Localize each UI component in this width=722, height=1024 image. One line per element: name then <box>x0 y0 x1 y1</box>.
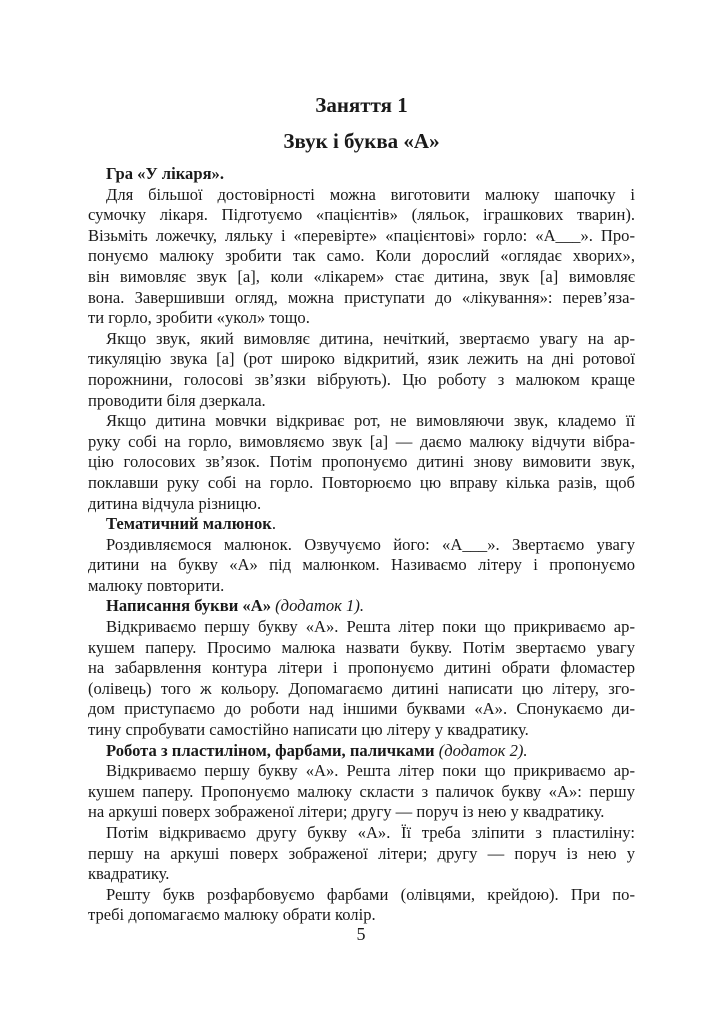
text-line: (олівець) того ж кольору. Допомагаємо дитині написати цю літеру, зго- <box>88 678 635 698</box>
text-line: дитина відчула різницю. <box>88 493 262 513</box>
text-line: Роздивляємося малюнок. Озвучуємо його: «А___». Звертаємо увагу <box>106 534 635 554</box>
text-line: руку собі на горло, вимовляємо звук [а] — даємо малюку відчути вібра- <box>88 431 635 451</box>
text-line: квадратику. <box>88 864 170 884</box>
paragraph <box>88 761 635 823</box>
section-heading <box>88 741 635 762</box>
text-line: требі допомагаємо малюку обрати колір. <box>88 905 376 925</box>
text-line: Відкриваємо першу букву «А». Решта літер поки що прикриваємо ар- <box>106 761 635 781</box>
text-line: Потім відкриваємо другу букву «А». Її треба зліпити з пластиліну: <box>106 823 635 842</box>
paragraph <box>88 535 635 597</box>
lesson-subtitle: Звук і буква «А» <box>283 129 440 153</box>
text-line: першу на аркуші поверх зображеної літери; другу — поруч із нею у <box>88 843 635 863</box>
text-line: сумочку лікаря. Підготуємо «пацієнтів» (ляльок, іграшкових тварин). <box>88 205 635 225</box>
section-heading-note: . <box>271 514 276 534</box>
paragraph <box>88 823 635 885</box>
text-line: тикуляцію звука [а] (рот широко відкритий, язик лежить на дні ротової <box>88 349 635 369</box>
section-heading <box>88 514 635 535</box>
page-content <box>88 92 635 926</box>
section-heading-note: (додаток 2). <box>434 740 528 760</box>
text-line: порожнини, голосові зв’язки вібрують). Цю роботу з малюком краще <box>88 369 635 389</box>
text-line: понуємо малюку зробити так само. Коли дорослий «оглядає хворих», <box>88 246 635 266</box>
paragraph <box>88 617 635 741</box>
paragraph <box>88 411 635 514</box>
text-line: Решту букв розфарбовуємо фарбами (олівцями, крейдою). При по- <box>106 884 635 904</box>
text-line: дом приступаємо до роботи над іншими буквами «А». Спонукаємо ди- <box>88 699 635 719</box>
text-line: поклавши руку собі на горло. Повторюємо цю вправу кілька разів, щоб <box>88 472 635 492</box>
text-line: на забарвлення контура літери і пропонуємо дитині обрати фломастер <box>88 658 635 678</box>
lesson-title: Заняття 1 <box>315 93 408 117</box>
paragraph <box>88 885 635 926</box>
paragraph <box>88 185 635 329</box>
text-line: тину спробувати самостійно написати цю літеру у квадратику. <box>88 720 529 740</box>
sections <box>88 164 635 926</box>
text-line: кушем паперу. Пропонуємо малюку скласти з паличок букву «А»: першу <box>88 781 635 801</box>
text-line: дитини на букву «А» під малюнком. Називаємо літеру і пропонуємо <box>88 555 635 575</box>
text-line: цію голосових зв’язок. Потім пропонуємо дитині знову вимовити звук, <box>88 452 635 472</box>
section-heading-text: Робота з пластиліном, фарбами, паличками <box>106 740 435 760</box>
text-line: Відкриваємо першу букву «А». Решта літер поки що прикриваємо ар- <box>106 617 635 637</box>
text-line: вона. Завершивши огляд, можна приступати до «лікування»: перев’язa- <box>88 287 635 307</box>
text-line: Якщо звук, який вимовляє дитина, нечіткий, звертаємо увагу на ар- <box>106 328 635 348</box>
text-line: Якщо дитина мовчки відкриває рот, не вимовляючи звук, кладемо її <box>106 411 635 431</box>
paragraph <box>88 329 635 411</box>
text-line: ти горло, зробити «укол» тощо. <box>88 308 310 328</box>
text-line: на аркуші поверх зображеної літери; другу — поруч із нею у квадратику. <box>88 802 605 822</box>
section-heading <box>88 164 635 185</box>
text-line: малюку повторити. <box>88 575 225 595</box>
section-heading-text: Написання букви «А» <box>106 596 271 616</box>
text-line: кушем паперу. Просимо малюка назвати букву. Потім звертаємо увагу <box>88 637 635 657</box>
text-line: Візьміть ложечку, ляльку і «перевірте» «пацієнтові» горло: «А___». Про- <box>88 225 635 245</box>
text-line: Для більшої достовірності можна виготовити малюку шапочку і <box>106 184 635 204</box>
page-number: 5 <box>356 924 366 944</box>
section-heading <box>88 596 635 617</box>
section-heading-text: Гра «У лікаря». <box>106 164 224 183</box>
text-line: проводити біля дзеркала. <box>88 390 266 410</box>
section-heading-note: (додаток 1). <box>271 596 364 616</box>
text-line: він вимовляє звук [а], коли «лікарем» стає дитина, звук [а] вимовляє <box>88 266 635 286</box>
section-heading-text: Тематичний малюнок <box>106 514 272 534</box>
